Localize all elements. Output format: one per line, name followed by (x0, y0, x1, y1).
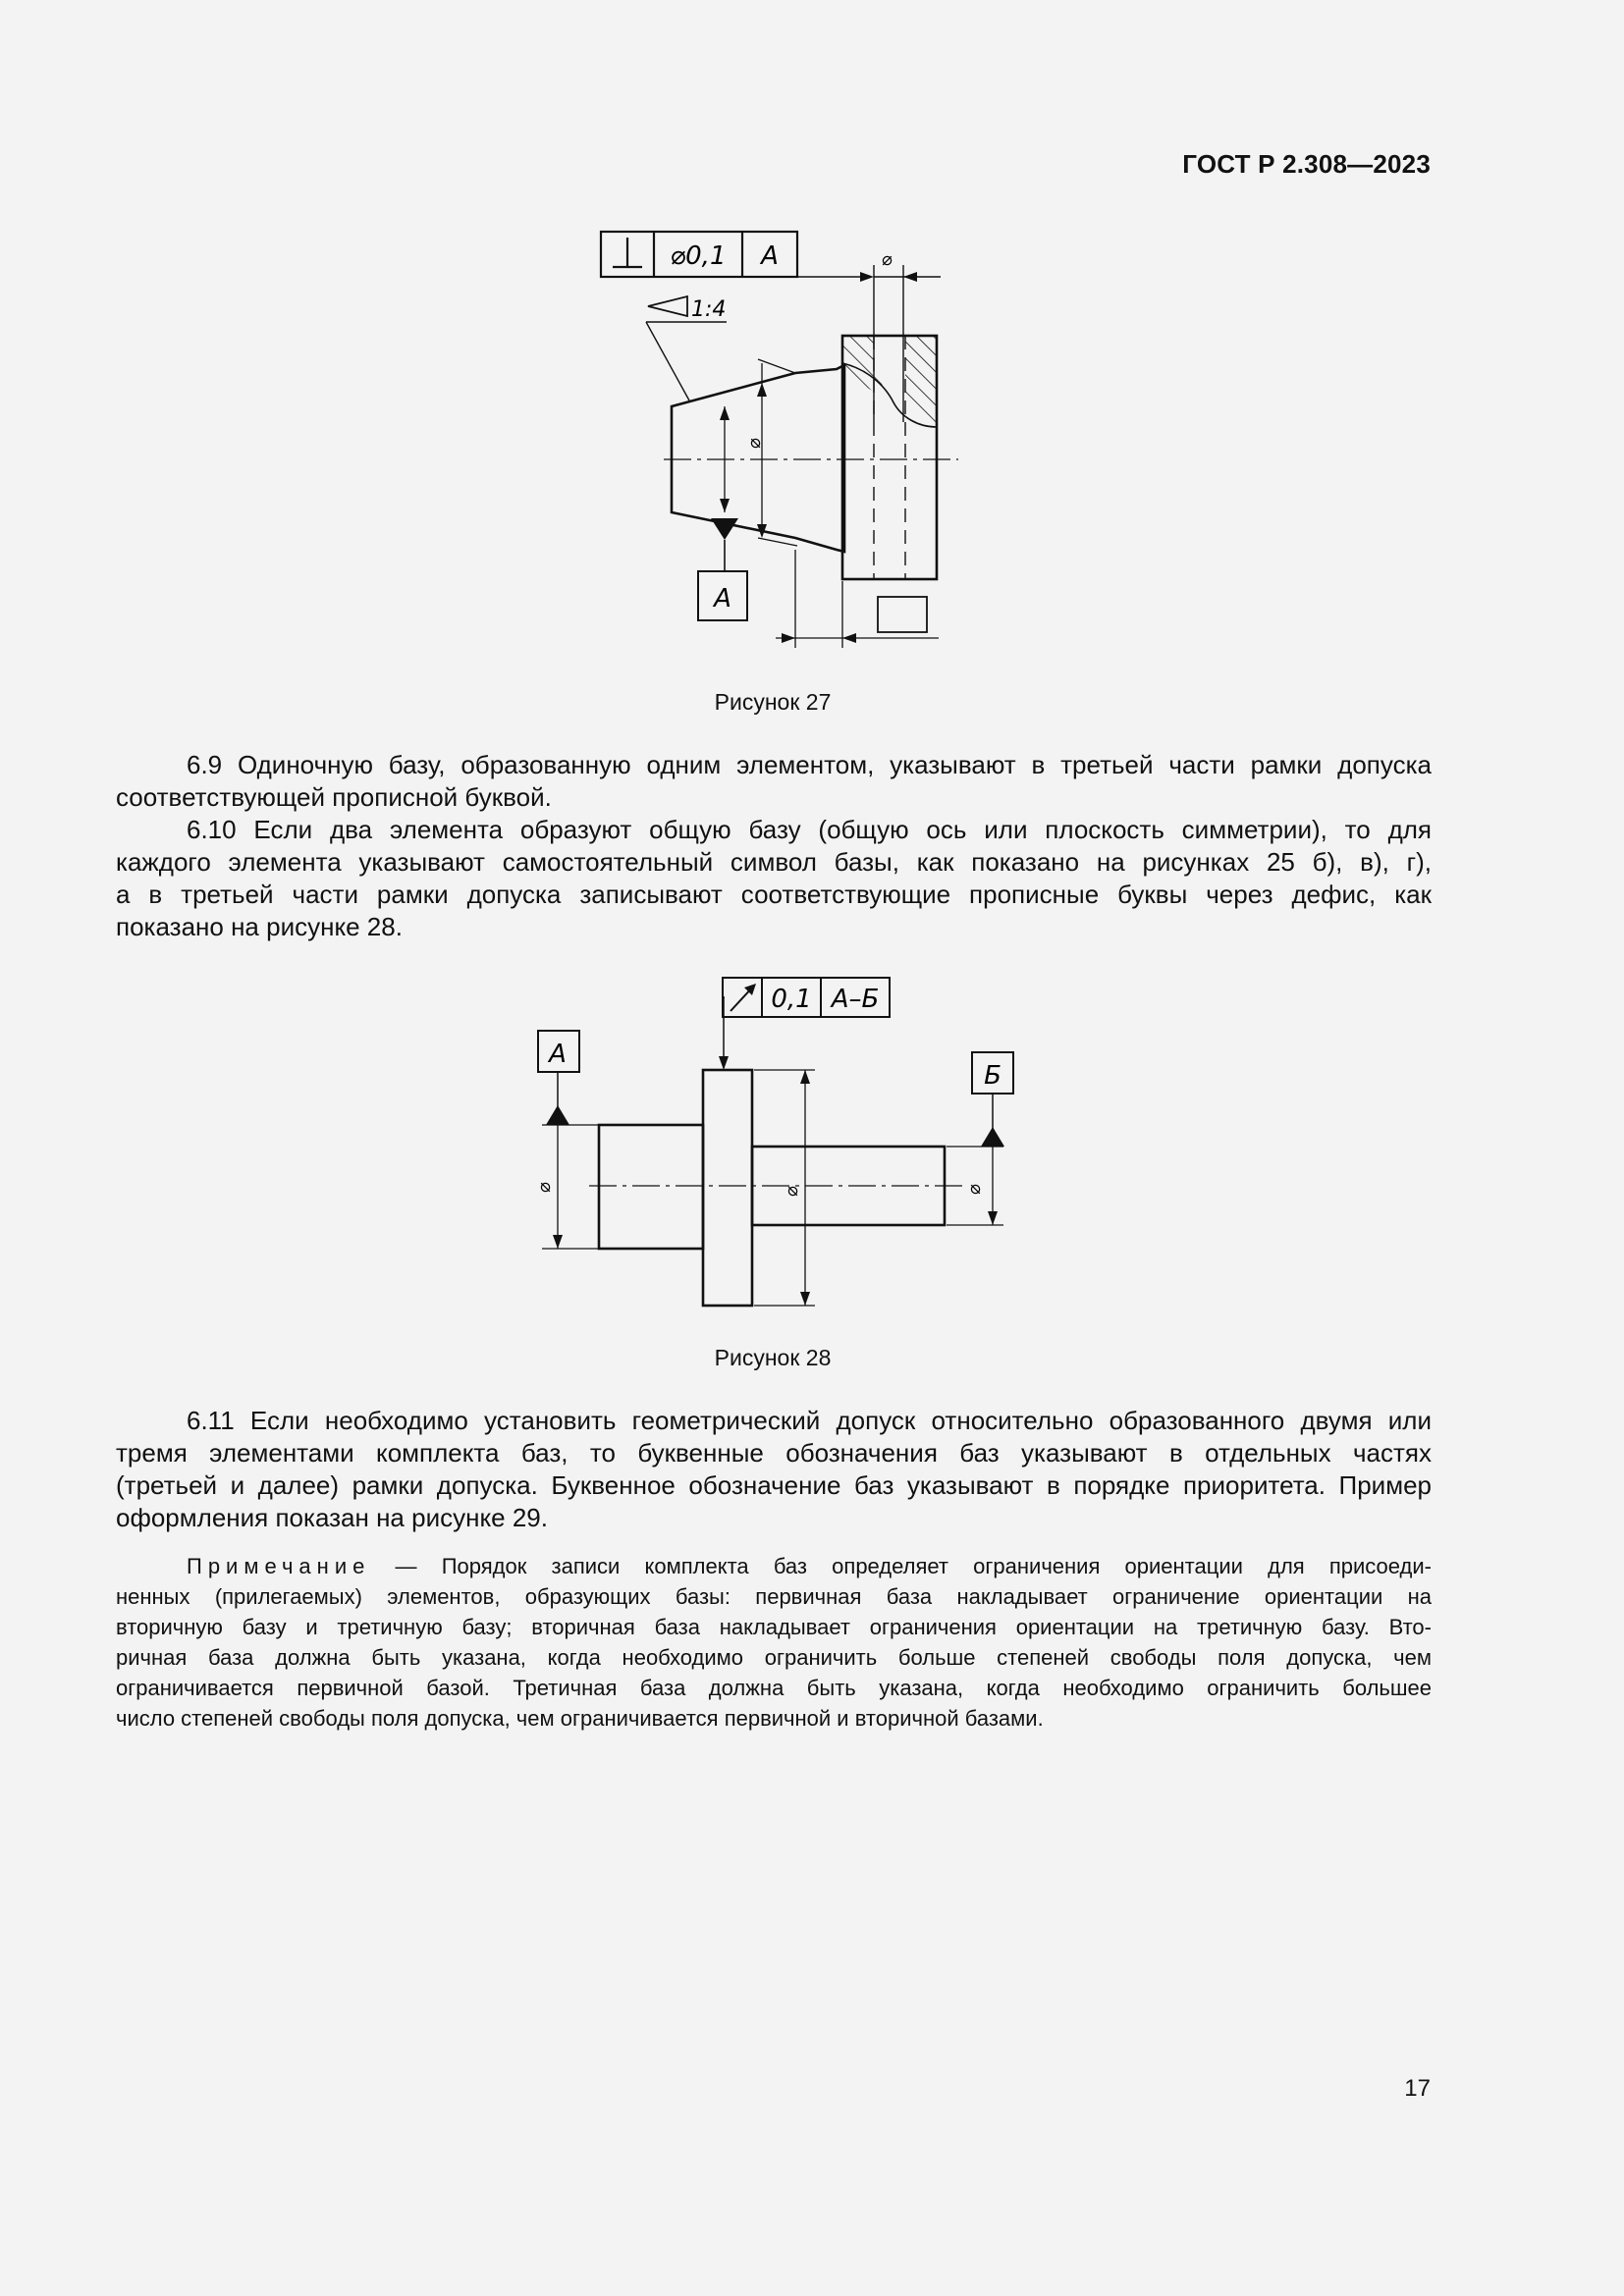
datum-triangle (711, 518, 738, 540)
note-label: Примечание (187, 1554, 371, 1578)
taper-label: 1:4 (691, 297, 727, 322)
diameter-sign-top: ⌀ (881, 249, 893, 270)
figure-28-caption: Рисунок 28 (714, 1345, 832, 1370)
note-line: вторичную базу и третичную базу; вторичная база накладывает ограничения ориентации на третичную базу. Вто- (116, 1615, 1432, 1639)
note-line: ограничивается первичной базой. Третичная база должна быть указана, когда необходимо ограничить большее (116, 1676, 1432, 1700)
frame-datum: A–Б (831, 985, 880, 1014)
figure-27-drawing (589, 226, 982, 658)
datum-left-triangle (546, 1105, 569, 1125)
frame-value: 0,1 (771, 985, 812, 1014)
note-block (116, 1551, 1432, 1734)
cone-body (672, 365, 844, 552)
paragraph-6-11 (116, 1405, 1432, 1534)
center-flange (703, 1070, 752, 1306)
paragraph-line: 6.9 Одиночную базу, образованную одним элементом, указывают в третьей части рамки допуска (187, 750, 1432, 779)
datum-right-letter: Б (984, 1061, 1001, 1091)
diameter-sign-right: ⌀ (964, 1184, 985, 1196)
paragraph-line: соответствующей прописной буквой. (116, 782, 552, 812)
paragraph-line: (третьей и далее) рамки допуска. Буквенное обозначение баз указывают в порядке приоритета. Пример (116, 1470, 1432, 1500)
paragraph-line: тремя элементами комплекта баз, то буквенные обозначения баз указывают в отдельных частях (116, 1438, 1432, 1468)
perpendicularity-icon (613, 238, 642, 267)
datum-box-letter: A (714, 584, 731, 614)
diameter-sign-mid: ⌀ (782, 1186, 802, 1198)
datum-left-letter: A (549, 1040, 567, 1069)
paragraph-6-9 (116, 749, 1432, 814)
note-line-first (116, 1551, 1432, 1581)
runout-arrow-icon (731, 984, 756, 1011)
figure-27-caption: Рисунок 27 (714, 689, 832, 715)
frame-datum: A (761, 241, 779, 271)
paragraph-line: 6.10 Если два элемента образуют общую базу (общую ось или плоскость симметрии), то для (187, 815, 1432, 844)
paragraph-6-10 (116, 814, 1432, 943)
note-line: ненных (прилегаемых) элементов, образующих базы: первичная база накладывает ограничение ориентации на (116, 1584, 1432, 1609)
note-line: ричная база должна быть указана, когда необходимо ограничить больше степеней свободы поля допуска, чем (116, 1645, 1432, 1670)
document-code: ГОСТ Р 2.308—2023 (1182, 149, 1431, 179)
paragraph-line: каждого элемента указывают самостоятельный символ базы, как показано на рисунках 25 б), в), г), (116, 847, 1432, 877)
datum-right-triangle (981, 1127, 1004, 1147)
note-line: число степеней свободы поля допуска, чем ограничивается первичной и вторичной базами. (116, 1706, 1044, 1731)
diameter-sign-left: ⌀ (534, 1182, 555, 1194)
paragraph-line: оформления показан на рисунке 29. (116, 1503, 548, 1532)
taper-icon (648, 296, 687, 316)
page-number: 17 (1404, 2075, 1431, 2102)
figure-28-drawing (520, 972, 1031, 1315)
diameter-sign-mid: ⌀ (744, 438, 765, 450)
left-shaft (599, 1125, 703, 1249)
paragraph-line: показано на рисунке 28. (116, 912, 403, 941)
note-line: — Порядок записи комплекта баз определяет ограничения ориентации для присоеди- (370, 1554, 1432, 1578)
frame-value: ⌀0,1 (670, 241, 727, 271)
paragraph-line: 6.11 Если необходимо установить геометрический допуск относительно образованного двумя или (187, 1406, 1432, 1435)
paragraph-line: а в третьей части рамки допуска записывают соответствующие прописные буквы через дефис, как (116, 880, 1432, 909)
